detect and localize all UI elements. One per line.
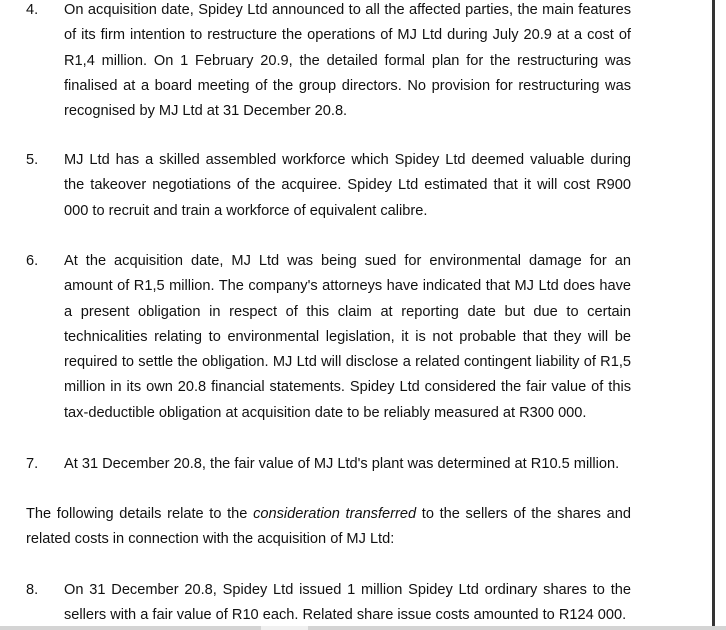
item-text: On 31 December 20.8, Spidey Ltd issued 1 million Spidey Ltd ordinary shares to the sellers with a fair value of R10 each. Related share issue costs amounted to R124 000. — [64, 582, 631, 624]
intro-text-before: The following details relate to the — [26, 506, 254, 522]
item-text: At the acquisition date, MJ Ltd was being sued for environmental damage for an amount of R1,5 million. The company's attorneys have indicated that MJ Ltd does have a present obligation in respect of this claim at reporting date but due to certain technicalities relating to environmental legislation, it is not probable that they will be required to settle the obligation. MJ Ltd will disclose a related contingent liability of R1,5 million in its own 20.8 financial statements. Spidey Ltd considered the fair value of this tax-deductible obligation at acquisition date to be reliably measured at R300 000. — [64, 253, 631, 421]
item-number: 7. — [26, 456, 39, 472]
item-number: 8. — [26, 582, 39, 598]
intro-text-after: to the sellers of the shares and related costs in connection with the acquisition of MJ Ltd: — [26, 506, 631, 548]
item-number: 4. — [26, 2, 39, 18]
item-text: At 31 December 20.8, the fair value of MJ Ltd's plant was determined at R10.5 million. — [64, 456, 620, 472]
item-text: MJ Ltd has a skilled assembled workforce which Spidey Ltd deemed valuable during the takeover negotiations of the acquiree. Spidey Ltd estimated that it will cost R900 000 to recruit and train a workforce of equivalent calibre. — [64, 152, 631, 219]
intro-paragraph — [26, 502, 631, 553]
right-gutter — [715, 0, 726, 626]
item-number: 5. — [26, 152, 39, 168]
horizontal-scrollbar-thumb[interactable] — [261, 626, 308, 630]
horizontal-scrollbar[interactable] — [0, 626, 726, 630]
item-number: 6. — [26, 253, 39, 269]
intro-emphasis: consideration transferred — [253, 506, 417, 522]
item-text: On acquisition date, Spidey Ltd announced to all the affected parties, the main features of its firm intention to restructure the operations of MJ Ltd during July 20.9 at a cost of R1,4 million. On 1 February 20.9, the detailed formal plan for the restructuring was finalised at a board meeting of the group directors. No provision for restructuring was recognised by MJ Ltd at 31 December 20.8. — [64, 2, 631, 120]
